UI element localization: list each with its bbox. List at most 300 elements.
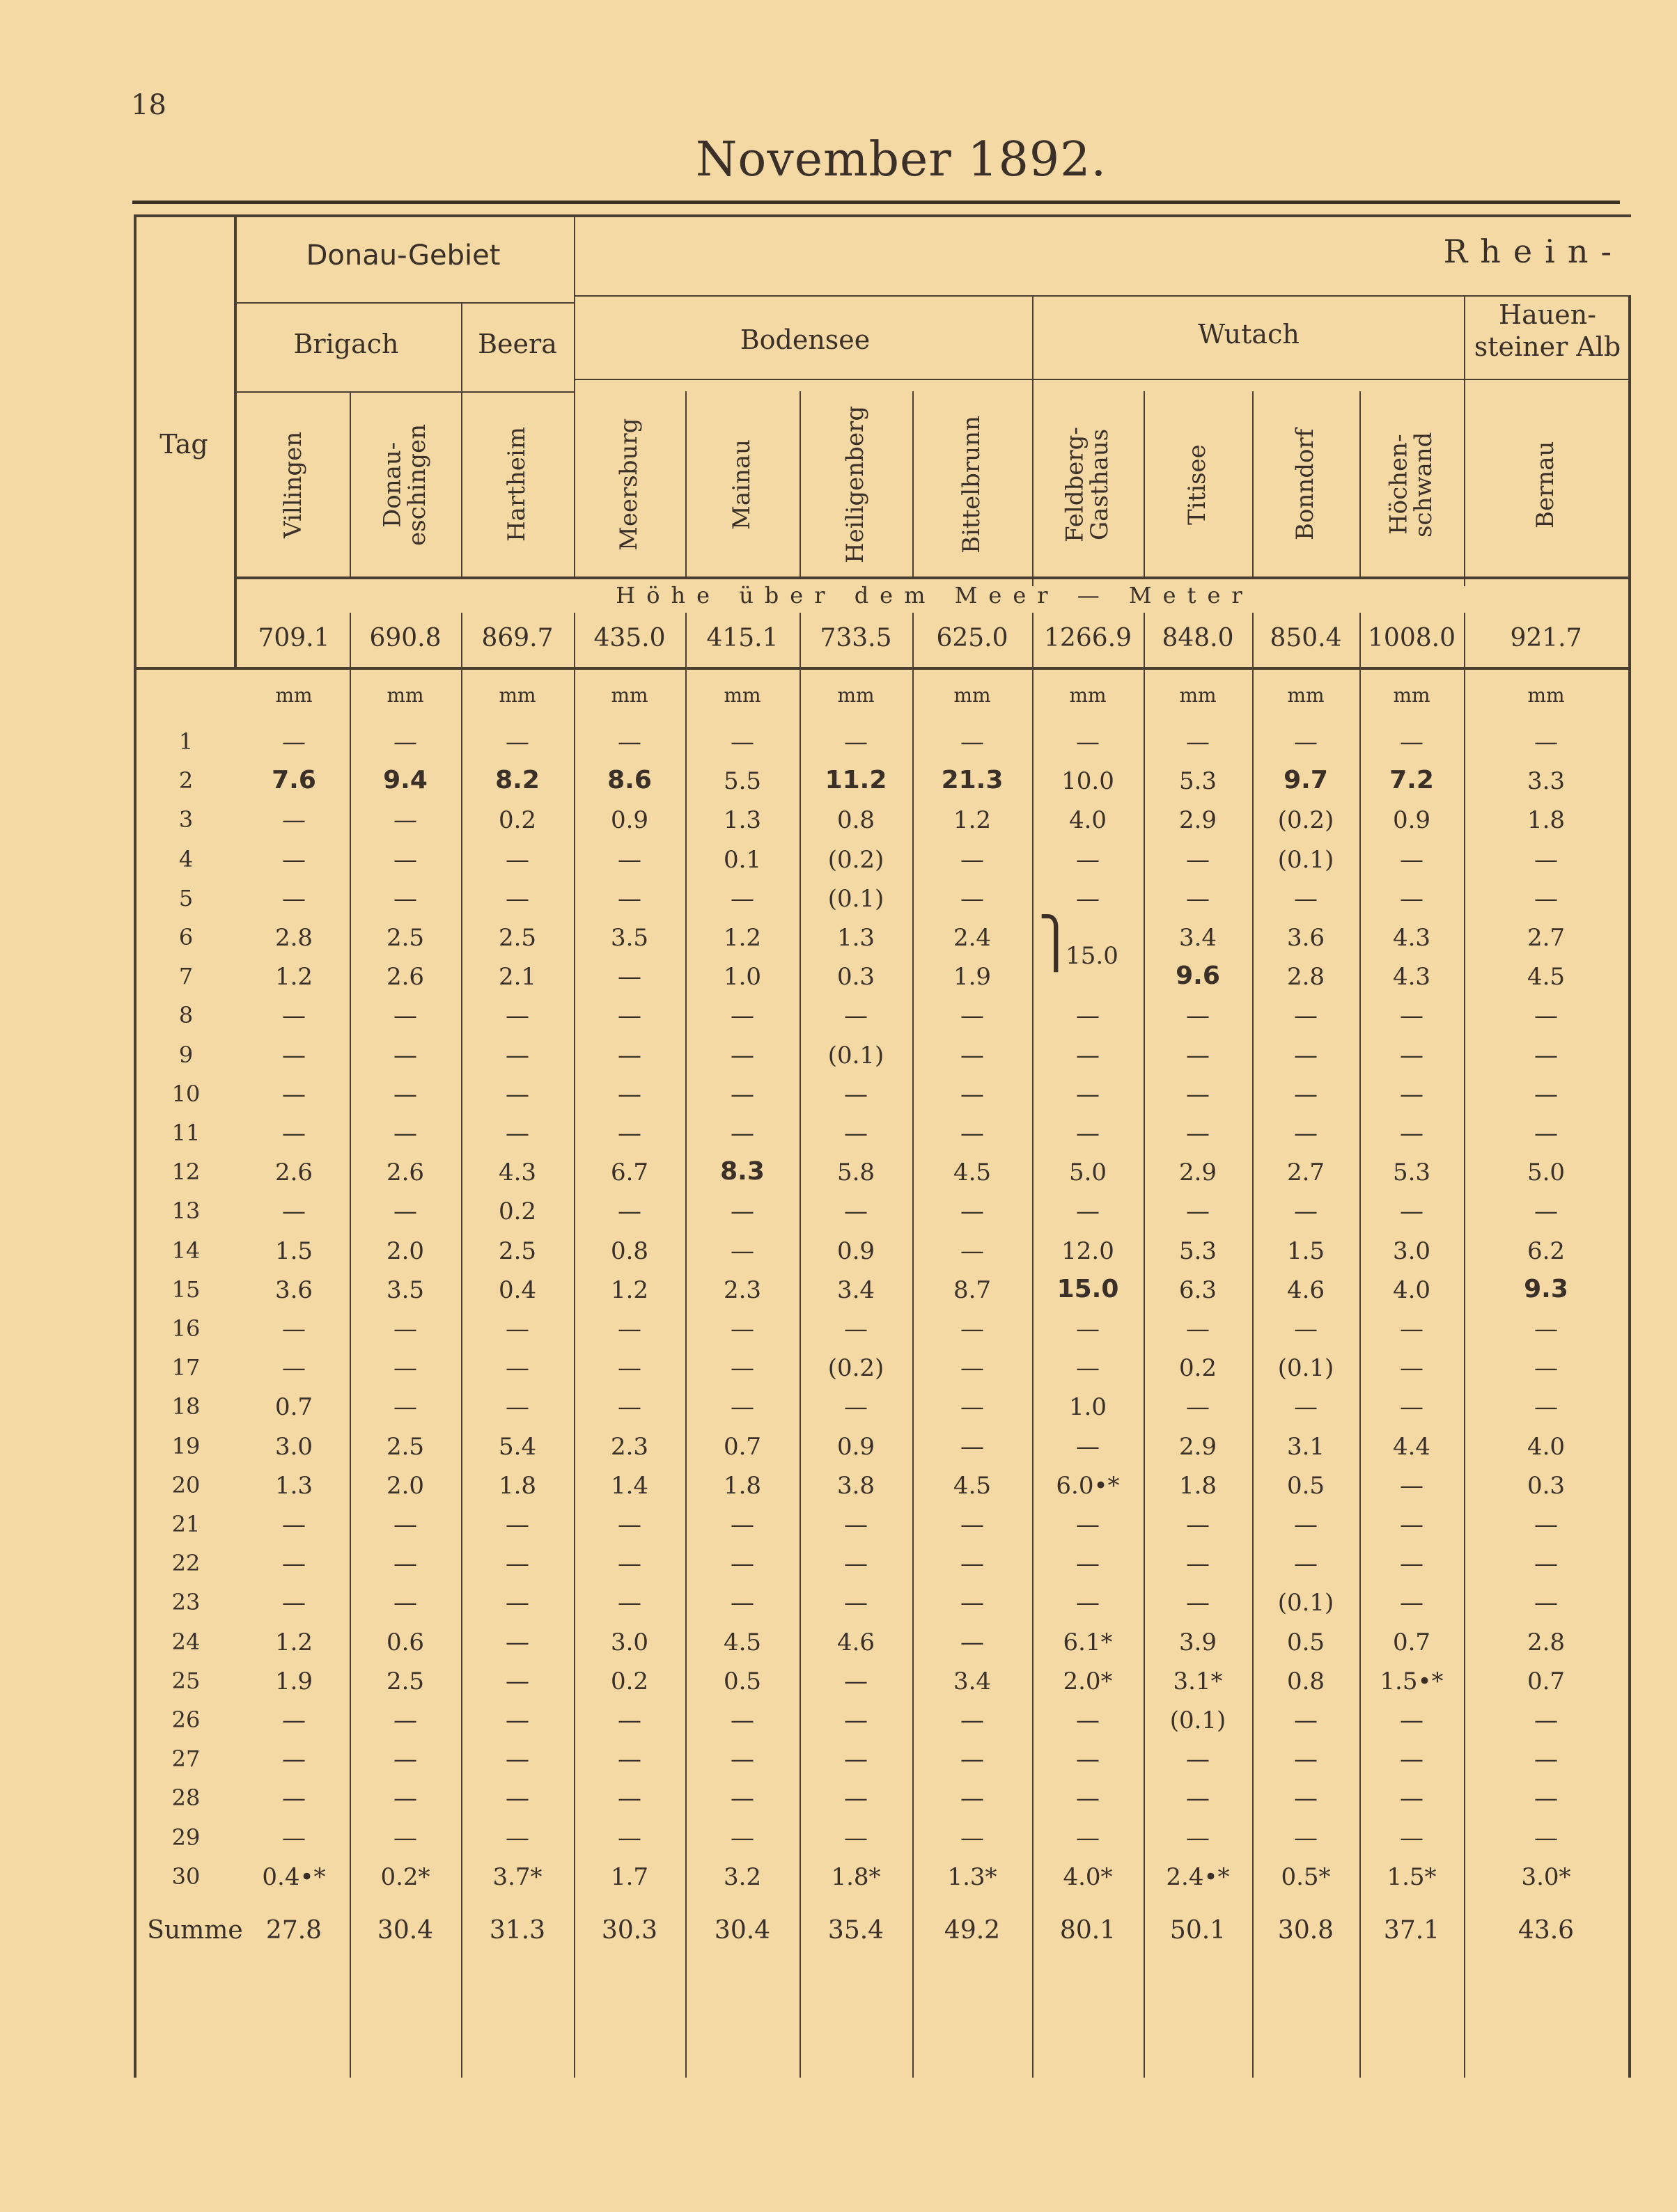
table-cell: —	[282, 1120, 306, 1147]
table-cell: —	[618, 963, 641, 991]
table-cell: —	[1534, 1354, 1558, 1383]
table-cell: 0.7	[1392, 1628, 1431, 1656]
table-cell: —	[506, 1550, 529, 1578]
table-cell: 3.0	[610, 1628, 649, 1656]
table-cell: —	[1400, 884, 1424, 913]
tag-header: Tag	[159, 429, 208, 460]
table-cell: 0.5	[1286, 1628, 1325, 1656]
elevation-column-divider	[912, 613, 914, 667]
table-cell: 2.1	[498, 963, 537, 991]
table-cell: —	[731, 1120, 754, 1147]
table-cell: —	[731, 1784, 754, 1813]
table-cell: —	[960, 1393, 984, 1422]
day-number: 17	[171, 1354, 201, 1381]
table-cell: 2.6	[274, 1159, 313, 1187]
table-cell: —	[731, 1589, 754, 1617]
table-cell: 7.2	[1389, 766, 1434, 795]
table-cell: 7.6	[272, 766, 316, 795]
table-cell: —	[506, 1120, 529, 1147]
day-number: 1	[178, 728, 194, 755]
table-cell: —	[1186, 1120, 1210, 1147]
day-number: 16	[171, 1315, 201, 1342]
table-cell: 1.8	[1527, 806, 1566, 835]
table-cell: 0.5	[723, 1667, 762, 1695]
table-cell: —	[960, 1707, 984, 1734]
table-cell: 4.6	[1286, 1276, 1325, 1304]
table-cell: —	[393, 1002, 417, 1030]
table-cell: 6.1*	[1063, 1628, 1113, 1656]
table-cell: —	[960, 845, 984, 874]
unit-label: mm	[724, 684, 761, 707]
table-cell: —	[1186, 1746, 1210, 1774]
elevation-column-divider	[685, 613, 687, 667]
table-cell: —	[506, 1315, 529, 1343]
table-cell: (0.1)	[827, 1041, 884, 1069]
table-cell: —	[1186, 884, 1210, 913]
table-cell: —	[1400, 1784, 1424, 1813]
day-number: 22	[171, 1550, 201, 1577]
table-cell: 8.7	[953, 1276, 992, 1304]
station-elevation: 733.5	[820, 624, 892, 652]
table-cell: —	[731, 1746, 754, 1774]
table-cell: —	[1294, 1746, 1318, 1774]
body-column-divider	[1144, 667, 1145, 2078]
table-cell: —	[1294, 1198, 1318, 1226]
table-cell: —	[1534, 884, 1558, 913]
elevation-column-divider	[1464, 613, 1465, 667]
table-cell: —	[618, 1120, 641, 1147]
table-cell: —	[1294, 1823, 1318, 1852]
day-number: 9	[178, 1041, 194, 1068]
table-cell: 3.6	[274, 1276, 313, 1304]
table-cell: —	[618, 1511, 641, 1539]
hoehe-caption: Höhe über dem Meer — Meter	[616, 582, 1254, 609]
table-cell: —	[618, 1002, 641, 1030]
day-number: 8	[178, 1002, 194, 1029]
table-cell: 0.2	[498, 1198, 537, 1226]
table-cell: —	[1400, 1746, 1424, 1774]
elevation-column-divider	[1359, 613, 1361, 667]
elevation-column-divider	[461, 613, 462, 667]
table-cell: —	[618, 1707, 641, 1734]
station-name: Donau-eschingen	[378, 423, 431, 546]
sum-value: 30.3	[601, 1916, 658, 1945]
station-name: Titisee	[1183, 444, 1212, 525]
table-cell: —	[960, 1550, 984, 1578]
table-cell: 2.5	[386, 1667, 425, 1695]
table-cell: —	[1534, 1120, 1558, 1147]
table-cell: —	[731, 1393, 754, 1422]
unit-label: mm	[499, 684, 536, 707]
bracket-icon: ⎫	[1038, 914, 1075, 971]
table-cell: 0.8	[610, 1237, 649, 1265]
table-cell: 3.7*	[492, 1862, 543, 1891]
body-column-divider	[685, 667, 687, 2078]
table-cell: —	[731, 1550, 754, 1578]
table-cell: 0.9	[836, 1237, 875, 1265]
table-cell: —	[1400, 1393, 1424, 1422]
table-cell: 0.4•*	[262, 1862, 326, 1891]
day-number: 30	[171, 1862, 201, 1890]
table-cell: —	[1294, 1511, 1318, 1539]
table-cell: —	[731, 1237, 754, 1265]
bracket-value: 15.0	[1066, 942, 1118, 970]
day-number: 23	[171, 1589, 201, 1616]
table-cell: 4.6	[836, 1628, 875, 1656]
table-cell: —	[393, 1550, 417, 1578]
table-cell: 5.0	[1068, 1159, 1107, 1187]
bodensee-header: Bodensee	[740, 324, 871, 355]
table-cell: —	[618, 1080, 641, 1108]
table-cell: 1.9	[953, 963, 992, 991]
table-cell: 3.1	[1286, 1432, 1325, 1461]
table-cell: —	[1400, 1511, 1424, 1539]
table-cell: —	[1534, 1315, 1558, 1343]
table-cell: —	[393, 806, 417, 835]
day-number: 4	[178, 845, 194, 872]
table-cell: —	[1534, 1393, 1558, 1422]
sum-value: 30.8	[1277, 1916, 1334, 1945]
table-cell: —	[282, 1041, 306, 1069]
station-name: Villingen	[279, 431, 308, 538]
table-cell: —	[506, 1784, 529, 1813]
table-cell: —	[1294, 1393, 1318, 1422]
brigach-header: Brigach	[293, 329, 399, 359]
day-number: 24	[171, 1628, 201, 1655]
day-number: 12	[171, 1159, 201, 1186]
table-cell: —	[1294, 1315, 1318, 1343]
table-cell: 4.5	[953, 1471, 992, 1500]
elevation-column-divider	[574, 613, 575, 667]
table-cell: —	[1076, 1002, 1100, 1030]
unit-label: mm	[275, 684, 313, 707]
station-column-divider	[1359, 391, 1361, 576]
day-number: 29	[171, 1823, 201, 1851]
unit-label: mm	[1287, 684, 1325, 707]
table-cell: —	[960, 1198, 984, 1226]
table-cell: —	[506, 1041, 529, 1069]
table-cell: 0.7	[1527, 1667, 1566, 1695]
table-cell: —	[1076, 1041, 1100, 1069]
table-cell: —	[844, 1002, 868, 1030]
day-number: 26	[171, 1707, 201, 1733]
table-cell: —	[1076, 1080, 1100, 1108]
table-cell: —	[506, 1080, 529, 1108]
table-cell: —	[393, 1354, 417, 1383]
table-cell: —	[1186, 1041, 1210, 1069]
table-cell: 21.3	[941, 766, 1004, 795]
table-cell: —	[282, 1080, 306, 1108]
body-column-divider	[1464, 667, 1465, 2078]
table-cell: 2.6	[386, 1159, 425, 1187]
table-cell: —	[1186, 1198, 1210, 1226]
table-cell: —	[1186, 1511, 1210, 1539]
summe-label: Summe	[147, 1916, 243, 1945]
table-cell: 5.3	[1392, 1159, 1431, 1187]
table-cell: —	[1534, 728, 1558, 756]
table-cell: —	[844, 1315, 868, 1343]
table-cell: 11.2	[825, 766, 887, 795]
table-cell: —	[960, 1589, 984, 1617]
station-elevation: 1008.0	[1368, 624, 1456, 652]
station-name: Meersburg	[615, 418, 644, 551]
table-cell: 2.5	[498, 1237, 537, 1265]
table-cell: —	[1076, 1589, 1100, 1617]
table-cell: 1.3	[274, 1471, 313, 1500]
table-cell: 4.5	[1527, 963, 1566, 991]
table-cell: 2.5	[386, 1432, 425, 1461]
donau-gebiet-header: Donau-Gebiet	[306, 240, 501, 272]
table-cell: 2.0*	[1063, 1667, 1113, 1695]
table-cell: —	[282, 1823, 306, 1852]
table-cell: 2.4•*	[1166, 1862, 1230, 1891]
body-column-divider	[1359, 667, 1361, 2078]
table-cell: 4.0	[1392, 1276, 1431, 1304]
day-number: 5	[178, 884, 194, 911]
table-cell: —	[1294, 1041, 1318, 1069]
table-cell: —	[1076, 1315, 1100, 1343]
station-elevation: 1266.9	[1044, 624, 1132, 652]
header-bottom-rule	[134, 667, 1631, 670]
table-cell: —	[1400, 1315, 1424, 1343]
precipitation-table	[134, 214, 1631, 2078]
table-cell: 3.9	[1178, 1628, 1217, 1656]
table-cell: —	[844, 728, 868, 756]
body-column-divider	[461, 667, 462, 2078]
table-cell: 0.9	[836, 1432, 875, 1461]
table-cell: 4.5	[953, 1159, 992, 1187]
unit-label: mm	[1527, 684, 1565, 707]
table-cell: —	[1534, 845, 1558, 874]
table-cell: —	[960, 1120, 984, 1147]
station-column-divider	[1252, 391, 1254, 576]
table-cell: 2.3	[723, 1276, 762, 1304]
table-cell: 5.8	[836, 1159, 875, 1187]
table-cell: 1.3	[723, 806, 762, 835]
table-cell: —	[960, 1041, 984, 1069]
table-cell: —	[618, 1823, 641, 1852]
table-cell: 8.6	[607, 766, 652, 795]
table-cell: 2.4	[953, 924, 992, 952]
table-cell: —	[844, 1589, 868, 1617]
brigach-underline	[235, 391, 574, 393]
table-cell: —	[1076, 884, 1100, 913]
day-number: 18	[171, 1393, 201, 1420]
table-cell: 2.3	[610, 1432, 649, 1461]
sum-value: 50.1	[1169, 1916, 1226, 1945]
table-cell: —	[1076, 1354, 1100, 1383]
station-elevation: 690.8	[369, 624, 442, 652]
table-cell: 3.4	[836, 1276, 875, 1304]
table-cell: —	[731, 1823, 754, 1852]
table-cell: —	[1186, 1002, 1210, 1030]
table-cell: —	[1076, 1198, 1100, 1226]
table-cell: —	[844, 1823, 868, 1852]
unit-label: mm	[1179, 684, 1217, 707]
table-cell: —	[282, 884, 306, 913]
table-cell: 15.0	[1056, 1274, 1119, 1303]
table-cell: 0.6	[386, 1628, 425, 1656]
table-cell: 3.6	[1286, 924, 1325, 952]
table-cell: 1.7	[610, 1862, 649, 1891]
table-cell: (0.1)	[1277, 845, 1334, 874]
elevation-column-divider	[350, 613, 351, 667]
table-cell: 0.5*	[1281, 1862, 1331, 1891]
station-elevation: 435.0	[593, 624, 666, 652]
table-cell: 0.7	[274, 1393, 313, 1422]
table-cell: —	[282, 845, 306, 874]
day-number: 19	[171, 1432, 201, 1459]
table-cell: —	[1076, 1432, 1100, 1461]
table-cell: —	[844, 1393, 868, 1422]
table-cell: 1.8	[723, 1471, 762, 1500]
day-number: 27	[171, 1746, 201, 1773]
table-cell: —	[393, 1589, 417, 1617]
table-cell: —	[1534, 1823, 1558, 1852]
table-cell: 1.8	[498, 1471, 537, 1500]
station-name: Heiligenberg	[841, 405, 870, 564]
table-cell: 0.3	[836, 963, 875, 991]
day-number: 14	[171, 1237, 201, 1264]
table-cell: —	[731, 1511, 754, 1539]
table-cell: —	[506, 884, 529, 913]
table-cell: 2.8	[1527, 1628, 1566, 1656]
table-cell: —	[731, 1354, 754, 1383]
table-cell: —	[393, 1080, 417, 1108]
body-column-divider	[800, 667, 801, 2078]
table-cell: —	[1076, 845, 1100, 874]
table-cell: —	[731, 728, 754, 756]
table-cell: 2.7	[1527, 924, 1566, 952]
table-cell: —	[731, 1041, 754, 1069]
station-name: Bittelbrunn	[958, 416, 986, 554]
table-cell: —	[282, 728, 306, 756]
table-cell: —	[506, 1002, 529, 1030]
table-cell: 0.7	[723, 1432, 762, 1461]
table-cell: 0.2	[610, 1667, 649, 1695]
table-cell: (0.1)	[1277, 1589, 1334, 1617]
table-cell: —	[960, 1823, 984, 1852]
table-cell: —	[1400, 1550, 1424, 1578]
table-cell: —	[844, 1120, 868, 1147]
sum-value: 49.2	[944, 1916, 1001, 1945]
station-elevation: 848.0	[1162, 624, 1234, 652]
table-cell: —	[731, 1080, 754, 1108]
table-cell: 4.5	[723, 1628, 762, 1656]
table-cell: 8.2	[495, 766, 540, 795]
elevation-column-divider	[1144, 613, 1145, 667]
table-cell: —	[393, 1041, 417, 1069]
table-cell: —	[1534, 1707, 1558, 1734]
station-column-divider	[350, 391, 351, 576]
table-cell: —	[1400, 1198, 1424, 1226]
station-name: Mainau	[728, 439, 756, 531]
table-cell: —	[393, 845, 417, 874]
sum-value: 37.1	[1383, 1916, 1440, 1945]
table-cell: —	[1400, 845, 1424, 874]
table-cell: 9.3	[1524, 1274, 1568, 1303]
station-name: Bernau	[1531, 441, 1560, 528]
table-cell: —	[960, 1354, 984, 1383]
table-cell: —	[1534, 1550, 1558, 1578]
table-cell: —	[618, 1550, 641, 1578]
table-cell: 6.3	[1178, 1276, 1217, 1304]
table-cell: —	[1294, 1784, 1318, 1813]
table-cell: —	[960, 1237, 984, 1265]
table-cell: 0.2*	[380, 1862, 430, 1891]
station-column-divider	[912, 391, 914, 576]
table-cell: 0.8	[1286, 1667, 1325, 1695]
table-cell: —	[960, 1784, 984, 1813]
table-cell: —	[960, 1746, 984, 1774]
table-cell: 2.6	[386, 963, 425, 991]
table-cell: —	[960, 1628, 984, 1656]
page-number: 18	[131, 89, 166, 121]
table-cell: —	[1186, 1315, 1210, 1343]
table-cell: 0.9	[1392, 806, 1431, 835]
table-cell: —	[1400, 1041, 1424, 1069]
table-cell: —	[618, 1746, 641, 1774]
table-cell: —	[1534, 1198, 1558, 1226]
table-cell: 3.2	[723, 1862, 762, 1891]
table-cell: 1.5•*	[1380, 1667, 1444, 1695]
table-cell: 2.7	[1286, 1159, 1325, 1187]
table-cell: 4.3	[1392, 963, 1431, 991]
table-cell: —	[1294, 1002, 1318, 1030]
body-column-divider	[912, 667, 914, 2078]
table-cell: —	[506, 845, 529, 874]
station-elevation: 415.1	[706, 624, 779, 652]
table-cell: —	[393, 1511, 417, 1539]
day-number: 13	[171, 1198, 201, 1225]
table-cell: —	[506, 1667, 529, 1695]
table-cell: —	[1294, 1550, 1318, 1578]
table-cell: —	[1400, 1120, 1424, 1147]
table-cell: (0.1)	[827, 884, 884, 913]
frame-top	[134, 214, 1631, 217]
table-cell: 4.0	[1068, 806, 1107, 835]
elevation-column-divider	[1252, 613, 1254, 667]
table-cell: —	[282, 1198, 306, 1226]
table-cell: —	[393, 1784, 417, 1813]
table-cell: 2.8	[274, 924, 313, 952]
table-cell: 0.4	[498, 1276, 537, 1304]
day-number: 3	[178, 806, 194, 833]
table-cell: —	[506, 1707, 529, 1734]
table-cell: 0.2	[498, 806, 537, 835]
table-cell: 0.3	[1527, 1471, 1566, 1500]
table-cell: 1.2	[723, 924, 762, 952]
table-cell: —	[960, 1511, 984, 1539]
page-title-text: November 1892.	[695, 132, 1107, 187]
table-cell: —	[1534, 1784, 1558, 1813]
station-name: Bonndorf	[1291, 428, 1320, 541]
station-elevation: 869.7	[481, 624, 554, 652]
table-cell: 1.9	[274, 1667, 313, 1695]
table-cell: —	[1534, 1589, 1558, 1617]
table-cell: —	[1186, 728, 1210, 756]
table-cell: 3.8	[836, 1471, 875, 1500]
table-cell: 3.5	[610, 924, 649, 952]
table-cell: (0.2)	[827, 845, 884, 874]
station-column-divider	[685, 391, 687, 576]
table-cell: —	[1076, 1120, 1100, 1147]
table-cell: 3.5	[386, 1276, 425, 1304]
table-cell: 1.2	[610, 1276, 649, 1304]
table-cell: 0.2	[1178, 1354, 1217, 1383]
day-number: 6	[178, 924, 194, 950]
unit-label: mm	[387, 684, 424, 707]
